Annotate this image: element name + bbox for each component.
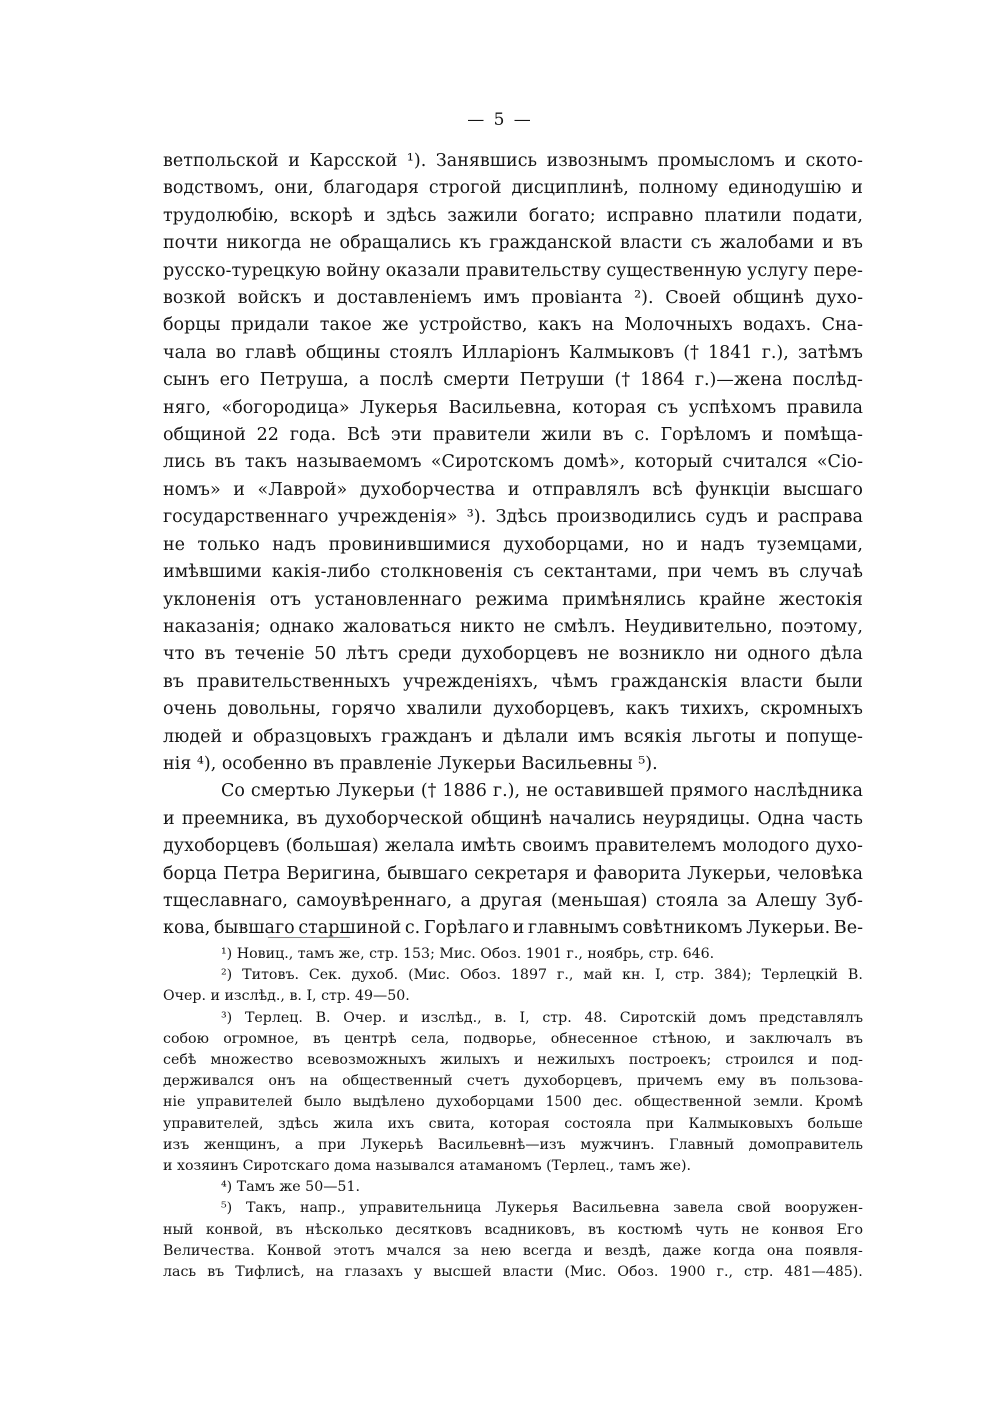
text-line: наказанія; однако жаловаться никто не смѣлъ. Неудивительно, поэтому, — [163, 616, 863, 637]
text-line: почти никогда не обращались къ гражданской власти съ жалобами и въ — [163, 233, 863, 254]
text-line: духоборцевъ (большая) желала имѣть своимъ правителемъ молодого духо- — [163, 836, 863, 857]
text-line: борца Петра Веригина, бывшаго секретаря и фаворита Лукерьи, человѣка — [163, 863, 863, 884]
main-text — [163, 148, 863, 943]
text-line: Со смертью Лукерьи († 1886 г.), не оставившей прямого наслѣдника — [221, 781, 863, 802]
footnote-line: собою огромное, въ центрѣ села, подворье, обнесенное стѣною, и заключалъ въ — [163, 1030, 863, 1047]
footnote-line: Величества. Конвой этотъ мчался за нею всегда и вездѣ, даже когда она появля- — [163, 1242, 863, 1259]
text-line: тщеславнаго, самоувѣреннаго, а другая (меньшая) стояла за Алешу Зуб- — [163, 890, 863, 911]
footnote-line: лась въ Тифлисѣ, на глазахъ у высшей власти (Мис. Обоз. 1900 г., стр. 481—485). — [163, 1264, 863, 1281]
text-line: очень довольны, горячо хвалили духоборцевъ, какъ тихихъ, скромныхъ — [163, 699, 863, 720]
text-line: общиной 22 года. Всѣ эти правители жили въ с. Горѣломъ и помѣща- — [163, 425, 863, 446]
footnote-line: Очер. и изслѣд., в. I, стр. 49—50. — [163, 988, 410, 1005]
text-line: русско-турецкую войну оказали правительству существенную услугу пере- — [163, 260, 863, 281]
text-line: въ правительственныхъ учрежденіяхъ, чѣмъ гражданскія власти были — [163, 671, 863, 692]
text-line: ветпольской и Карсской ¹). Занявшись извознымъ промысломъ и ското- — [163, 151, 863, 171]
footnote-line: ¹) Новиц., тамъ же, стр. 153; Мис. Обоз. 1901 г., ноябрь, стр. 646. — [221, 946, 715, 962]
footnote-separator — [268, 937, 350, 938]
footnote-line: ный конвой, въ нѣсколько десятковъ всадниковъ, въ костюмѣ чуть не конвоя Его — [163, 1221, 863, 1238]
text-line: борцы придали такое же устройство, какъ на Молочныхъ водахъ. Сна- — [163, 315, 863, 336]
footnote-line: управителей, здѣсь жила ихъ свита, которая состояла при Калмыковыхъ больше — [163, 1115, 863, 1132]
footnote-line: изъ женщинъ, а при Лукерьѣ Васильевнѣ—изъ мужчинъ. Главный домоправитель — [163, 1136, 863, 1153]
text-line: и преемника, въ духоборческой общинѣ начались неурядицы. Одна часть — [163, 808, 863, 829]
text-line: людей и образцовыхъ гражданъ и дѣлали имъ всякія льготы и попуще- — [163, 726, 863, 747]
footnote-line: держивался онъ на общественный счетъ духоборцевъ, причемъ ему въ пользова- — [163, 1073, 863, 1090]
text-line: водствомъ, они, благодаря строгой дисциплинѣ, полному единодушію и — [163, 178, 863, 199]
footnote-line: ніе управителей было выдѣлено духоборцами 1500 дес. общественной земли. Кромѣ — [163, 1094, 863, 1111]
footnote-line: и хозяинъ Сиротскаго дома назывался атаманомъ (Терлец., тамъ же). — [163, 1158, 692, 1175]
text-line: кова, бывшаго старшиной с. Горѣлаго и главнымъ совѣтникомъ Лукерьи. Ве- — [163, 918, 863, 939]
footnotes — [163, 944, 863, 1283]
text-line: имѣвшими какія-либо столкновенія съ сектантами, при чемъ въ случаѣ — [163, 562, 863, 583]
text-line: трудолюбію, вскорѣ и здѣсь зажили богато; исправно платили подати, — [163, 205, 863, 226]
footnote-line: ⁴) Тамъ же 50—51. — [221, 1179, 360, 1196]
text-line: что въ теченіе 50 лѣтъ среди духоборцевъ не возникло ни одного дѣла — [163, 644, 863, 665]
text-line: уклоненія отъ установленнаго режима примѣнялись крайне жестокія — [163, 589, 863, 610]
text-line: возкой войскъ и доставленіемъ имъ провіанта ²). Своей общинѣ духо- — [163, 288, 863, 309]
text-line: чала во главѣ общины стоялъ Илларіонъ Калмыковъ († 1841 г.), затѣмъ — [163, 342, 863, 363]
text-line: няго, «богородица» Лукерья Васильевна, которая съ успѣхомъ правила — [163, 397, 863, 418]
footnote-line: себѣ множество всевозможныхъ жилыхъ и нежилыхъ построекъ; строился и под- — [163, 1052, 863, 1069]
footnote-line: ⁵) Такъ, напр., управительница Лукерья Васильевна завела свой вооружен- — [221, 1200, 863, 1217]
text-line: номъ» и «Лаврой» духоборчества и отправлялъ всѣ функціи высшаго — [163, 479, 863, 500]
page-number: — 5 — — [467, 110, 533, 130]
footnote-line: ²) Титовъ. Сек. духоб. (Мис. Обоз. 1897 г., май кн. I, стр. 384); Терлецкій В. — [221, 967, 863, 984]
text-line: сынъ его Петруша, а послѣ смерти Петруши († 1864 г.)—жена послѣд- — [163, 370, 863, 391]
footnote-line: ³) Терлец. В. Очер. и изслѣд., в. I, стр. 48. Сиротскій домъ представлялъ — [221, 1009, 863, 1026]
text-line: нія ⁴), особенно въ правленіе Лукерьи Васильевны ⁵). — [163, 753, 658, 774]
text-line: лись въ такъ называемомъ «Сиротскомъ домѣ», который считался «Сіо- — [163, 452, 863, 473]
text-line: государственнаго учрежденія» ³). Здѣсь производились судъ и расправа — [163, 507, 863, 528]
text-line: не только надъ провинившимися духоборцами, но и надъ туземцами, — [163, 534, 863, 555]
